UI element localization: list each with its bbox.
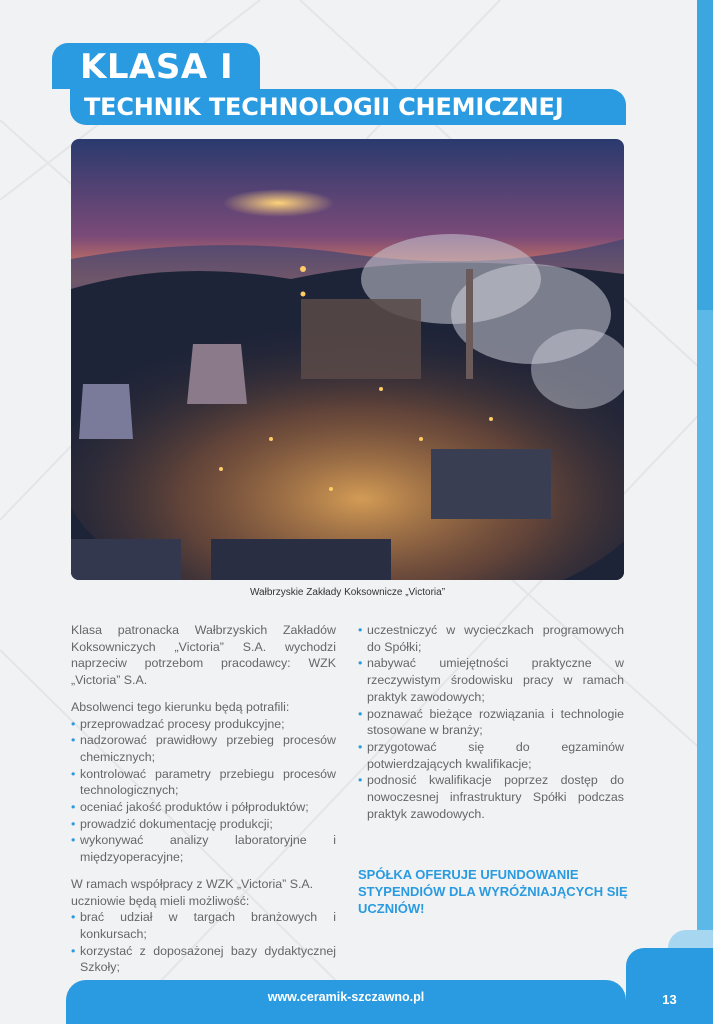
photo-caption: Wałbrzyskie Zakłady Koksownicze „Victoria”	[249, 587, 446, 598]
list-item: • nabywać umiejętności praktyczne w rzeczywistym środowisku pracy w ramach praktyk zawodowych;	[358, 655, 624, 705]
page-number: 13	[662, 992, 677, 1007]
page-number-tab	[626, 948, 713, 1024]
list-item: • wykonywać analizy laboratoryjne i międzyoperacyjne;	[71, 832, 336, 865]
website-link[interactable]: www.ceramik-szczawno.pl	[267, 990, 425, 1004]
abilities-heading: Absolwenci tego kierunku będą potrafili:	[71, 699, 290, 714]
class-title: KLASA I	[80, 47, 234, 87]
list-item: • korzystać z doposażonej bazy dydaktycznej Szkoły;	[71, 943, 336, 976]
right-column	[358, 622, 624, 832]
list-item: • poznawać bieżące rozwiązania i technologie stosowane w branży;	[358, 706, 624, 739]
left-column	[71, 622, 336, 986]
coking-plant-photo	[71, 139, 624, 580]
right-accent-bar-light	[697, 310, 713, 970]
abilities-list	[71, 716, 336, 866]
list-item: • oceniać jakość produktów i półproduktów;	[71, 799, 336, 816]
class-header-tab	[52, 43, 260, 89]
list-item: • przygotować się do egzaminów potwierdzających kwalifikacje;	[358, 739, 624, 772]
opportunities-list	[358, 622, 624, 822]
cooperation-heading: W ramach współpracy z WZK „Victoria” S.A. uczniowie będą mieli możliwość:	[71, 876, 314, 908]
cooperation-list	[71, 909, 336, 976]
list-item: • brać udział w targach branżowych i konkursach;	[71, 909, 336, 942]
profession-title: TECHNIK TECHNOLOGII CHEMICZNEJ	[84, 93, 564, 121]
list-item: • podnosić kwalifikacje poprzez dostęp do nowoczesnej infrastruktury Spółki podczas praktyk zawodowych.	[358, 772, 624, 822]
list-item: • prowadzić dokumentację produkcji;	[71, 816, 336, 833]
list-item: • nadzorować prawidłowy przebieg procesów chemicznych;	[71, 732, 336, 765]
list-item: • przeprowadzać procesy produkcyjne;	[71, 716, 336, 733]
footer-bar	[66, 980, 626, 1024]
scholarship-highlight: SPÓŁKA OFERUJE UFUNDOWANIE STYPENDIÓW DLA WYRÓŻNIAJĄCYCH SIĘ UCZNIÓW!	[358, 867, 628, 916]
profession-header-tab	[70, 89, 626, 125]
list-item: • kontrolować parametry przebiegu procesów technologicznych;	[71, 766, 336, 799]
list-item: • uczestniczyć w wycieczkach programowych do Spółki;	[358, 622, 624, 655]
intro-paragraph: Klasa patronacka Wałbrzyskich Zakładów Koksowniczych „Victoria” S.A. wychodzi naprzeciw potrzebom pracodawcy: WZK „Victoria” S.A.	[71, 623, 336, 688]
